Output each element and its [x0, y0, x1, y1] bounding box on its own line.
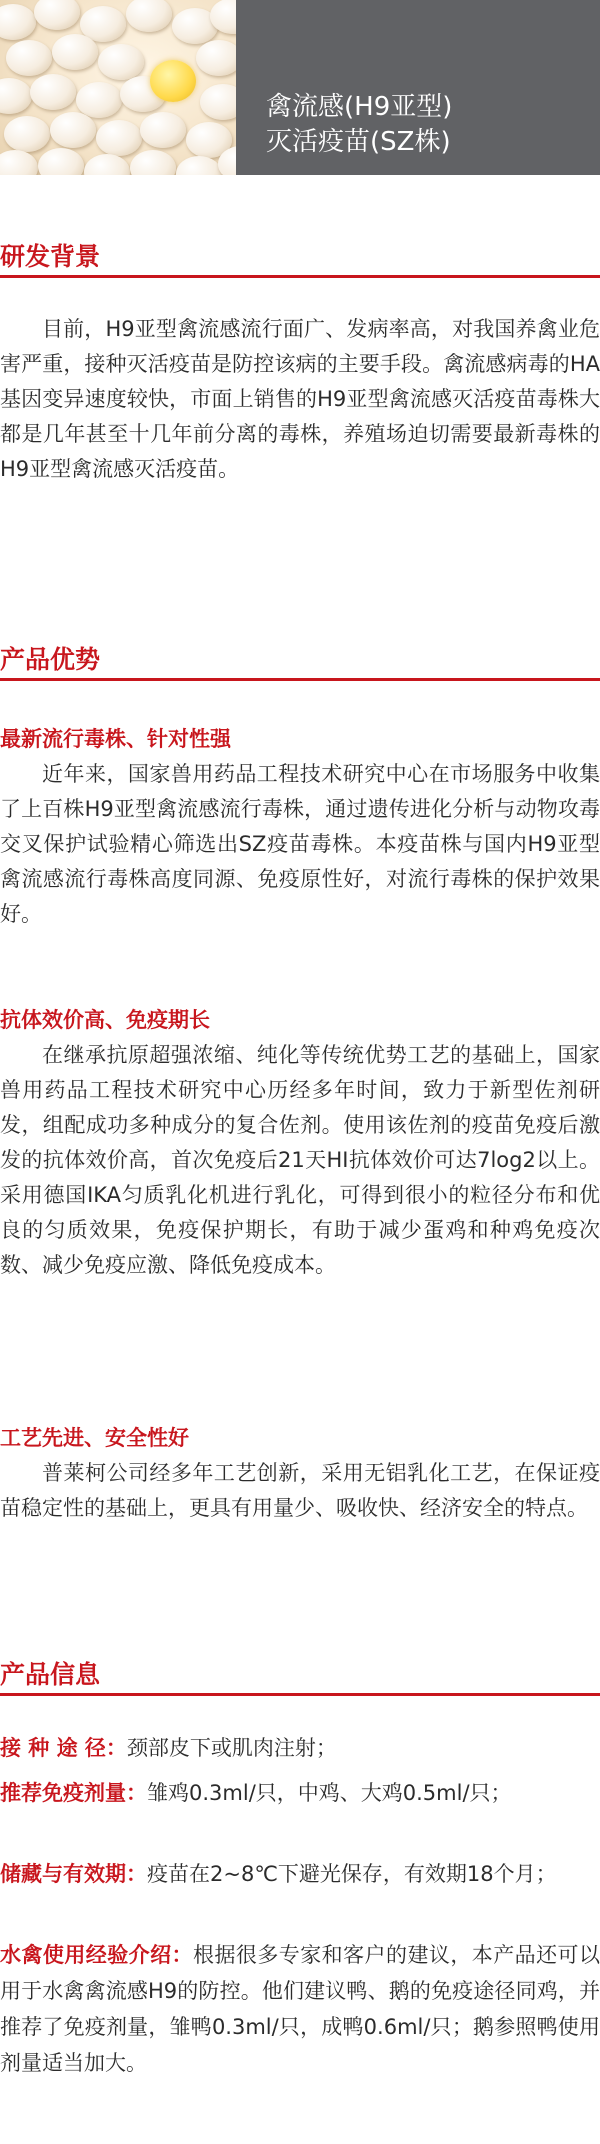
background-paragraph: 目前，H9亚型禽流感流行面广、发病率高，对我国养禽业危害严重，接种灭活疫苗是防控该病的主要手段。禽流感病毒的HA基因变异速度较快，市面上销售的H9亚型禽流感灭活疫苗毒株大都是几年甚至十几年前分离的毒株，养殖场迫切需要最新毒株的H9亚型禽流感灭活疫苗。 [0, 317, 600, 481]
info-item-route [0, 1730, 600, 1766]
advantages-heading: 产品优势 [0, 645, 101, 674]
eggs-and-chick-photo [0, 0, 236, 175]
advantage-text-2: 在继承抗原超强浓缩、纯化等传统优势工艺的基础上，国家兽用药品工程技术研究中心历经多年时间，致力于新型佐剂研发，组配成功多种成分的复合佐剂。使用该佐剂的疫苗免疫后激发的抗体效价高，首次免疫后21天HI抗体效价可达7log2以上。采用德国IKA匀质乳化机进行乳化，可得到很小的粒径分布和优良的匀质效果，免疫保护期长，有助于减少蛋鸡和种鸡免疫次数、减少免疫应激、降低免疫成本。 [0, 1043, 600, 1277]
advantages-section-header [0, 645, 600, 679]
section-divider [0, 1693, 600, 1696]
advantage-text-3: 普莱柯公司经多年工艺创新，采用无铝乳化工艺，在保证疫苗稳定性的基础上，更具有用量少、吸收快、经济安全的特点。 [0, 1461, 600, 1520]
advantage-text-1: 近年来，国家兽用药品工程技术研究中心在市场服务中收集了上百株H9亚型禽流感流行毒株，通过遗传进化分析与动物攻毒交叉保护试验精心筛选出SZ疫苗毒株。本疫苗株与国内H9亚型禽流感流行毒株高度同源、免疫原性好，对流行毒株的保护效果好。 [0, 762, 600, 926]
info-item-storage [0, 1856, 600, 1892]
section-divider [0, 678, 600, 681]
section-divider [0, 275, 600, 278]
info-heading: 产品信息 [0, 1660, 101, 1689]
product-banner [0, 0, 600, 175]
info-value: 颈部皮下或肌肉注射； [126, 1736, 337, 1760]
advantage-title-2: 抗体效价高、免疫期长 [0, 1008, 210, 1032]
info-item-dosage [0, 1775, 600, 1811]
info-label: 储藏与有效期： [0, 1862, 147, 1886]
info-label: 水禽使用经验介绍： [0, 1943, 193, 1967]
info-label: 推荐免疫剂量： [0, 1781, 147, 1805]
info-value: 疫苗在2~8℃下避光保存，有效期18个月； [147, 1862, 557, 1886]
advantage-title-1: 最新流行毒株、针对性强 [0, 727, 231, 751]
info-item-waterfowl [0, 1937, 600, 2081]
info-section-header [0, 1660, 600, 1694]
advantage-title-3: 工艺先进、安全性好 [0, 1426, 189, 1450]
info-label: 接 种 途 径： [0, 1736, 127, 1760]
info-value: 根据很多专家和客户的建议，本产品还可以用于水禽禽流感H9的防控。他们建议鸭、鹅的免疫途径同鸡，并推荐了免疫剂量，雏鸭0.3ml/只，成鸭0.6ml/只；鹅参照鸭使用剂量适当加大。 [0, 1943, 600, 2075]
product-title: 禽流感(H9亚型) 灭活疫苗(SZ株) [266, 92, 453, 157]
background-section-header [0, 242, 600, 276]
info-value: 雏鸡0.3ml/只，中鸡、大鸡0.5ml/只； [147, 1781, 512, 1805]
title-panel [236, 0, 600, 175]
background-heading: 研发背景 [0, 242, 101, 271]
chick-icon [150, 60, 196, 102]
